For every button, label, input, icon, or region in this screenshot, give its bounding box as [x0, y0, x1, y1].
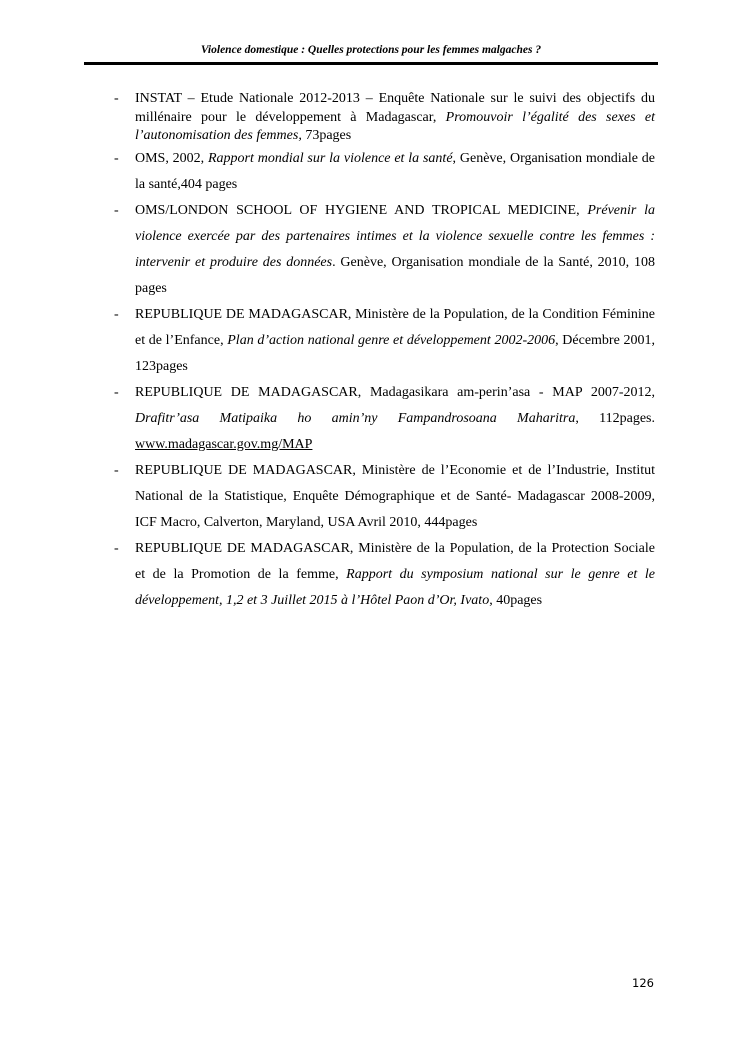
entry-title: Rapport du symposium national sur le genre et le développement, 1,2 et 3 Juillet 2015 à l’Hôtel Paon d’Or, Ivato — [135, 566, 655, 608]
running-header: Violence domestique : Quelles protections pour les femmes malgaches ? — [200, 44, 542, 56]
list-bullet: - — [114, 540, 119, 556]
bibliography-entry-eds — [114, 458, 655, 536]
entry-title: Promouvoir l’égalité des sexes et l’autonomisation des femmes, — [135, 109, 655, 143]
list-bullet: - — [114, 462, 119, 478]
list-bullet: - — [114, 150, 119, 166]
entry-text: REPUBLIQUE DE MADAGASCAR, Ministère de la Population, de la Condition Féminine et de l’Enfance, — [135, 306, 655, 348]
entry-text: , 40pages — [489, 592, 543, 608]
entry-title: Drafitr’asa Matipaika ho amin’ny Fampandrosoana Maharitra — [135, 410, 576, 426]
list-bullet: - — [114, 306, 119, 322]
bibliography-list — [114, 90, 655, 614]
bibliography-entry-plan-genre — [114, 302, 655, 380]
entry-text: , Genève, Organisation mondiale de la santé,404 pages — [135, 150, 655, 192]
map-link[interactable]: www.madagascar.gov.mg/MAP — [135, 436, 313, 452]
page-number: 126 — [632, 976, 654, 990]
list-bullet: - — [114, 384, 119, 400]
entry-text: 73pages — [301, 128, 352, 143]
entry-title: Rapport mondial sur la violence et la santé — [208, 150, 453, 166]
entry-text: , 112pages. — [575, 410, 656, 426]
bibliography-entry-instat — [114, 90, 655, 146]
list-bullet: - — [114, 202, 119, 218]
entry-title: Prévenir la violence exercée par des partenaires intimes et la violence sexuelle contre les femmes : intervenir et produire des données — [135, 202, 655, 270]
bibliography-entry-symposium — [114, 536, 655, 614]
bibliography-entry-oms-london — [114, 198, 655, 302]
entry-text: REPUBLIQUE DE MADAGASCAR, Ministère de la Population, de la Protection Sociale et de la Promotion de la femme, — [135, 540, 655, 582]
entry-text: . Genève, Organisation mondiale de la Santé, 2010, 108 pages — [135, 254, 655, 296]
header-rule — [84, 62, 658, 65]
entry-text: INSTAT – Etude Nationale 2012-2013 – Enquête Nationale sur le suivi des objectifs du millénaire pour le développement à Madagascar, — [135, 91, 655, 125]
entry-text: REPUBLIQUE DE MADAGASCAR, Ministère de l’Economie et de l’Industrie, Institut National de la Statistique, Enquête Démographique et de Santé- Madagascar 2008-2009, ICF Macro, Calverton, Maryland, USA Avril 2010, 444pages — [135, 462, 655, 530]
entry-text: OMS/LONDON SCHOOL OF HYGIENE AND TROPICAL MEDICINE, — [135, 202, 588, 218]
entry-text: , Décembre 2001, 123pages — [135, 332, 655, 374]
entry-text: OMS, 2002, — [135, 150, 208, 166]
bibliography-entry-map — [114, 380, 655, 458]
list-bullet: - — [114, 91, 119, 106]
bibliography-entry-oms-2002 — [114, 146, 655, 198]
entry-title: Plan d’action national genre et développement 2002-2006 — [227, 332, 556, 348]
entry-text: REPUBLIQUE DE MADAGASCAR, Madagasikara am-perin’asa - MAP 2007-2012, — [135, 384, 655, 400]
